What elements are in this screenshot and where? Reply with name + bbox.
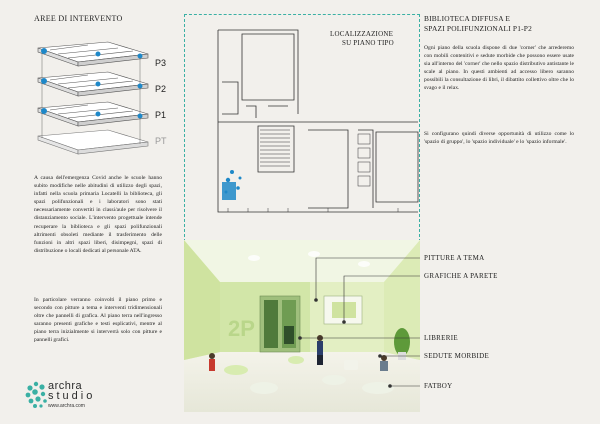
floor-label-pt: PT [155,136,167,146]
floor-pt [38,130,148,154]
right-title [424,14,584,33]
corner-highlight [222,170,242,200]
logo-wordmark [48,381,95,401]
floor-label-p1: P1 [155,110,167,120]
left-paragraph-2: In particolare verranno coinvolti il piano primo e secondo con pitture a tema e interventi tridimensionali oltre che pannelli di grafica. Al piano terra nell'ingresso saranno presenti grafiche e testi esplicativi, mentre al piano terra inizialmente si interverrà solo con pitture e pannelli grafici. [34,297,162,344]
interior-render [184,240,420,412]
plan-title-line-1: LOCALIZZAZIONE [330,30,394,38]
callout-pitture-a-tema: PITTURE A TEMA [424,254,485,262]
right-paragraph-1: Ogni piano della scuola dispone di due 'corner' che arrederemo con mobili contenitivi e sedute morbide che possono essere usate sia all'interno del 'corner' che nello spazio distributivo antistante le scale al piano. In questi ambienti ad accesso libero saranno possibili la consultazione di libri, il dibattito collettivo oltre che lo svago e il relax. [424,45,574,92]
logo-url: www.archra.com [48,403,85,409]
floor-p1 [38,102,148,126]
right-title-line-2: SPAZI POLIFUNZIONALI P1-P2 [424,23,532,33]
floor-label-p2: P2 [155,84,167,94]
floor-p3 [38,42,148,66]
callout-librerie: LIBRERIE [424,334,458,342]
right-paragraph-2: Si configurano quindi diverse opportunità di utilizzo come lo 'spazio di gruppo', lo 'spazio individuale' e lo 'spazio informale'. [424,131,574,146]
logo-studio: studio [48,390,96,402]
callout-sedute-morbide: SEDUTE MORBIDE [424,352,490,360]
right-title-line-1: BIBLIOTECA DIFFUSA E [424,14,511,23]
plan-title-line-2: SU PIANO TIPO [342,39,394,47]
left-paragraph-1: A causa dell'emergenza Covid anche le scuole hanno subito modifiche nelle abitudini di utilizzo degli spazi, infatti nella scuola primaria Locatelli la biblioteca, gli spazi polifunzionali e i laboratori sono stati necessariamente convertiti in classi/aule per risolvere il distanziamento sociale. L'intervento progettuale intende recuperare la biblioteca e gli spazi polifunzionali altrimenti obsoleti mediante il trasferimento delle funzioni in altri spazi liberi, disimpegni, spazi di distribuzione o locali dedicati al personale ATA. [34,175,162,254]
wall-graphic-2p: 2P [228,316,255,341]
floors-axonometric-diagram [28,28,178,178]
section-title: AREE DI INTERVENTO [34,14,123,23]
callout-fatboy: FATBOY [424,382,453,390]
floor-label-p3: P3 [155,58,167,68]
callout-grafiche-a-parete: GRAFICHE A PARETE [424,272,498,280]
floor-p2 [38,72,148,96]
floor-plan-drawing [198,22,420,222]
logo-name: archra [48,380,83,392]
